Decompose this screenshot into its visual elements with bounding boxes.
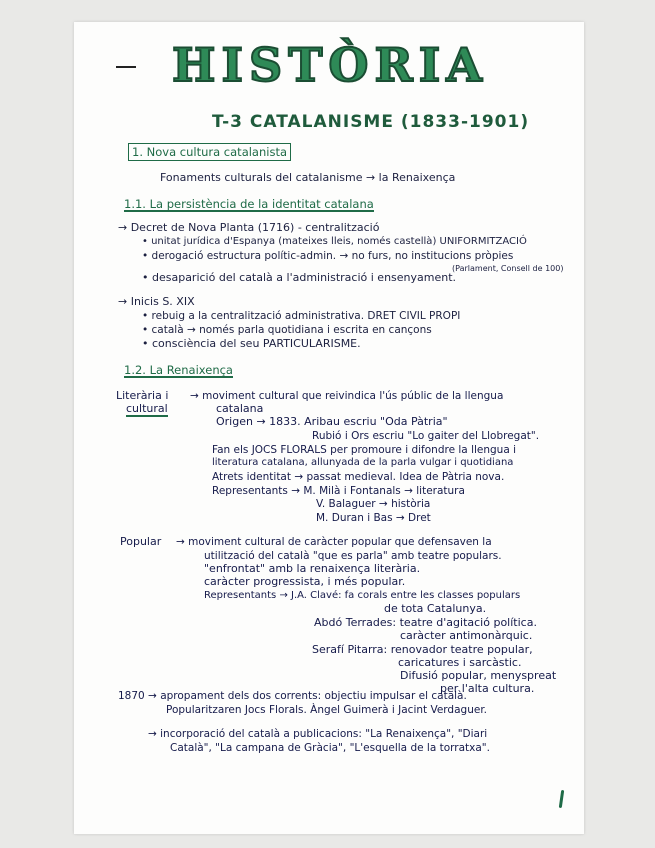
s11-line-1: → Decret de Nova Planta (1716) - centralització — [118, 221, 380, 234]
s12-publications-1: → incorporació del català a publicacions: "La Renaixença", "Diari — [148, 728, 488, 740]
s12-pop-6: de tota Catalunya. — [384, 602, 487, 615]
s12-pop-7: Abdó Terrades: teatre d'agitació política. — [314, 616, 537, 629]
s12-pop-8: caràcter antimonàrquic. — [400, 629, 533, 642]
s11-line-9: • consciència del seu PARTICULARISME. — [142, 337, 361, 350]
s12-line-6: literatura catalana, allunyada de la parla vulgar i quotidiana — [212, 457, 514, 468]
section-1-1-heading: 1.1. La persistència de la identitat catalana — [124, 197, 374, 211]
s12-line-9: V. Balaguer → història — [316, 498, 431, 510]
s12-line-3: Origen → 1833. Aribau escriu "Oda Pàtria" — [216, 415, 448, 428]
section-1-heading: 1. Nova cultura catalanista — [128, 146, 291, 158]
s12-line-10: M. Duran i Bas → Dret — [316, 512, 431, 524]
s11-line-6: → Inicis S. XIX — [118, 295, 195, 308]
s11-line-4: (Parlament, Consell de 100) — [452, 264, 564, 273]
s12-pop-5: Representants → J.A. Clavé: fa corals entre les classes populars — [204, 590, 521, 601]
s12-line-4: Rubió i Ors escriu "Lo gaiter del Llobregat". — [312, 430, 540, 442]
s12-line-8: Representants → M. Milà i Fontanals → literatura — [212, 485, 465, 497]
s12-publications-2: Català", "La campana de Gràcia", "L'esquella de la torratxa". — [170, 742, 490, 754]
s12-1870-line-1: 1870 → apropament dels dos corrents: objectiu impulsar el català. — [118, 690, 467, 702]
s12-pop-11: Difusió popular, menyspreat — [400, 669, 557, 682]
s12-line-5: Fan els JOCS FLORALS per promoure i difondre la llengua i — [212, 444, 517, 456]
s11-line-8: • català → només parla quotidiana i escrita en cançons — [142, 324, 432, 336]
s12-line-7: Atrets identitat → passat medieval. Idea de Pàtria nova. — [212, 471, 505, 483]
s12-pop-9: Serafí Pitarra: renovador teatre popular, — [312, 643, 533, 656]
s12-pop-1: → moviment cultural de caràcter popular que defensaven la — [176, 536, 492, 548]
s11-line-3: • derogació estructura polític-admin. → no furs, no institucions pròpies — [142, 250, 514, 262]
s11-line-2: • unitat jurídica d'Espanya (mateixes lleis, només castellà) UNIFORMITZACIÓ — [142, 236, 527, 247]
s12-pop-3: "enfrontat" amb la renaixença literària. — [204, 562, 421, 575]
section-1-2-heading: 1.2. La Renaixença — [124, 363, 233, 377]
popular-label: Popular — [120, 535, 162, 548]
s12-pop-4: caràcter progressista, i més popular. — [204, 575, 406, 588]
cultural-label: cultural — [126, 402, 168, 415]
margin-dash — [116, 66, 136, 68]
section-1-intro: Fonaments culturals del catalanisme → la Renaixença — [160, 171, 456, 184]
s12-line-2: catalana — [216, 402, 264, 415]
s12-1870-line-2: Popularitzaren Jocs Florals. Àngel Guimerà i Jacint Verdaguer. — [166, 704, 488, 716]
s12-line-1: → moviment cultural que reivindica l'ús públic de la llengua — [190, 390, 504, 402]
page-title: HISTÒRIA — [172, 38, 488, 92]
s12-pop-2: utilització del català "que es parla" amb teatre populars. — [204, 550, 502, 562]
s12-pop-10: caricatures i sarcàstic. — [398, 656, 522, 669]
page-subtitle: T-3 CATALANISME (1833-1901) — [212, 112, 530, 132]
literaria-label: Literària i — [116, 389, 169, 402]
s11-line-5: • desaparició del català a l'administració i ensenyament. — [142, 271, 457, 284]
s12-pop-12: per l'alta cultura. — [440, 682, 535, 695]
s11-line-7: • rebuig a la centralització administrativa. DRET CIVIL PROPI — [142, 310, 461, 322]
